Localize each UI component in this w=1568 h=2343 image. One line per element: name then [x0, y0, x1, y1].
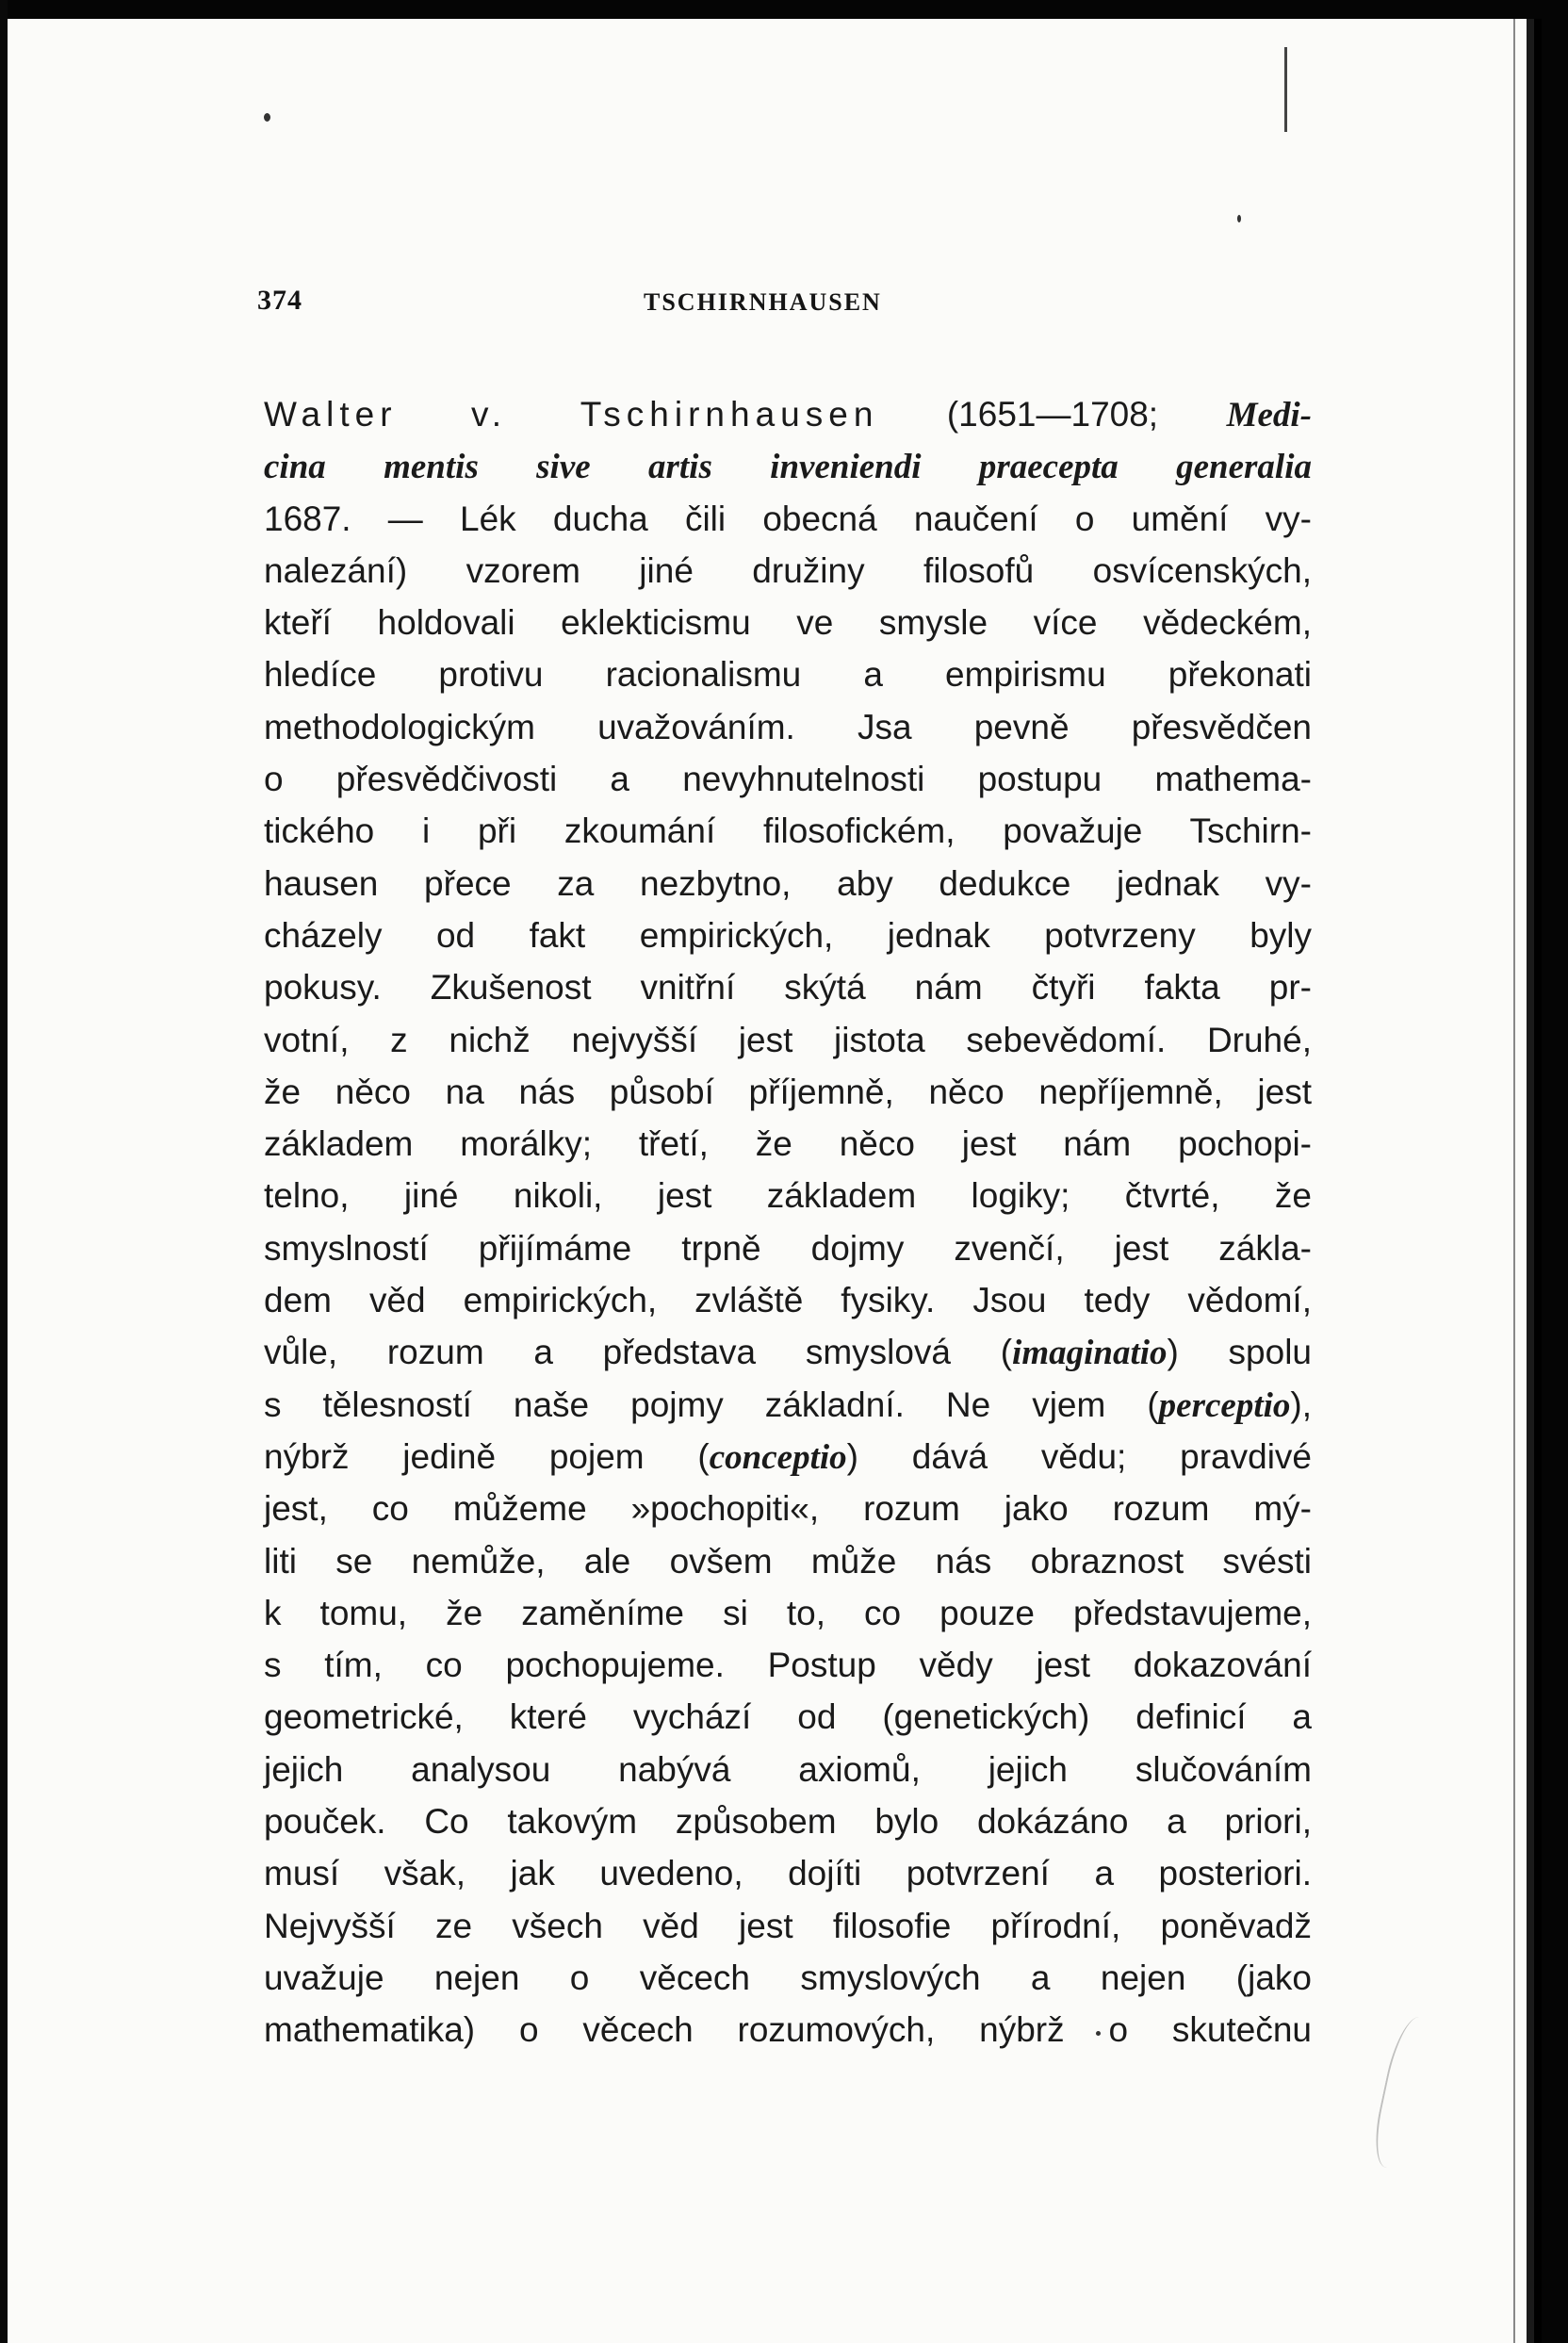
text-line — [264, 1483, 1312, 1534]
text-segment: cházely od fakt empirických, jednak potvrzeny byly — [264, 915, 1312, 955]
scan-border-right — [1542, 0, 1568, 2343]
text-segment: vůle, rozum a představa smyslová ( — [264, 1333, 1013, 1372]
text-line — [264, 1847, 1312, 1899]
text-segment: (1651—1708; — [878, 395, 1227, 434]
page-number: 374 — [257, 285, 302, 316]
page-edge-shadow — [1527, 19, 1534, 2343]
text-segment: smyslností přijímáme trpně dojmy zvenčí, jest zákla- — [264, 1228, 1312, 1268]
text-segment: uvažuje nejen o věcech smyslových a nejen (jako — [264, 1958, 1312, 1997]
text-segment: Walter v. Tschirnhausen — [264, 395, 879, 434]
text-line — [264, 493, 1312, 545]
italic-text: imaginatio — [1012, 1334, 1168, 1373]
text-line — [264, 858, 1312, 909]
text-segment: ) dává vědu; pravdivé — [846, 1436, 1312, 1476]
text-segment: geometrické, které vychází od (genetických) definicí a — [264, 1697, 1312, 1737]
text-line — [264, 1795, 1312, 1847]
text-segment: liti se nemůže, ale ovšem může nás obraznost svésti — [264, 1541, 1312, 1581]
text-segment: mathematika) o věcech rozumových, nýbrž o skutečnu — [264, 2010, 1312, 2050]
text-segment: 1687. — Lék ducha čili obecná naučení o umění vy- — [264, 499, 1312, 538]
text-segment: musí však, jak uvedeno, dojíti potvrzení a posteriori. — [264, 1854, 1312, 1893]
italic-text: cina mentis sive artis inveniendi praecepta generalia — [264, 448, 1312, 487]
text-segment: telno, jiné nikoli, jest základem logiky; čtvrté, že — [264, 1176, 1312, 1216]
text-segment: Nejvyšší ze všech věd jest filosofie přírodní, poněvadž — [264, 1906, 1312, 1945]
book-page — [8, 19, 1534, 2343]
text-segment: jejich analysou nabývá axiomů, jejich slučováním — [264, 1749, 1312, 1789]
text-segment: methodologickým uvažováním. Jsa pevně přesvědčen — [264, 707, 1312, 746]
text-segment: kteří holdovali eklekticismu ve smysle více vědeckém, — [264, 603, 1312, 643]
text-line — [264, 440, 1312, 492]
text-segment: ), — [1290, 1384, 1312, 1424]
text-segment: s tělesností naše pojmy základní. Ne vjem ( — [264, 1384, 1159, 1424]
text-line — [264, 1326, 1312, 1378]
text-line — [264, 648, 1312, 700]
text-line — [264, 1952, 1312, 2004]
text-line — [264, 1274, 1312, 1326]
text-line — [264, 1535, 1312, 1587]
text-segment: pouček. Co takovým způsobem bylo dokázáno a priori, — [264, 1802, 1312, 1842]
text-segment: pokusy. Zkušenost vnitřní skýtá nám čtyři fakta pr- — [264, 968, 1312, 1008]
text-segment: nalezání) vzorem jiné družiny filosofů osvícenských, — [264, 550, 1312, 590]
text-line — [264, 701, 1312, 753]
text-segment: hausen přece za nezbytno, aby dedukce jednak vy- — [264, 863, 1312, 903]
text-segment: dem věd empirických, zvláště fysiky. Jsou tedy vědomí, — [264, 1281, 1312, 1320]
text-segment: tického i při zkoumání filosofickém, považuje Tschirn- — [264, 811, 1312, 851]
page-edge-line — [1513, 19, 1515, 2343]
text-line — [264, 1066, 1312, 1118]
running-head-title: TSCHIRNHAUSEN — [644, 288, 882, 316]
text-line — [264, 545, 1312, 597]
text-line — [264, 753, 1312, 805]
text-line — [264, 909, 1312, 961]
text-line — [264, 805, 1312, 857]
text-line — [264, 1744, 1312, 1795]
fold-mark — [1284, 47, 1287, 132]
text-segment: nýbrž jedině pojem ( — [264, 1436, 710, 1476]
pencil-mark — [1367, 2017, 1448, 2168]
scan-border-top — [0, 0, 1568, 19]
text-line — [264, 2004, 1312, 2056]
text-line — [264, 388, 1312, 440]
text-line — [264, 1170, 1312, 1221]
running-head — [257, 285, 1313, 322]
body-text — [264, 388, 1312, 2056]
text-segment: ) spolu — [1167, 1333, 1313, 1372]
italic-text: conceptio — [709, 1437, 847, 1477]
text-line — [264, 1587, 1312, 1639]
italic-text: perceptio — [1158, 1385, 1291, 1425]
text-line — [264, 1379, 1312, 1431]
scan-border-left — [0, 0, 8, 2343]
dust-speck — [264, 113, 270, 122]
text-line — [264, 961, 1312, 1013]
text-segment: o přesvědčivosti a nevyhnutelnosti postupu mathema- — [264, 760, 1312, 799]
text-segment: k tomu, že zaměníme si to, co pouze představujeme, — [264, 1593, 1312, 1632]
text-line — [264, 1691, 1312, 1743]
text-line — [264, 597, 1312, 648]
text-line — [264, 1118, 1312, 1170]
text-line — [264, 1222, 1312, 1274]
text-segment: že něco na nás působí příjemně, něco nepříjemně, jest — [264, 1072, 1312, 1111]
text-line — [264, 1431, 1312, 1483]
text-line — [264, 1014, 1312, 1066]
text-line — [264, 1639, 1312, 1691]
text-segment: s tím, co pochopujeme. Postup vědy jest dokazování — [264, 1646, 1312, 1685]
dust-speck — [1237, 215, 1241, 222]
text-segment: jest, co můžeme »pochopiti«, rozum jako rozum mý- — [264, 1489, 1312, 1529]
text-segment: hledíce protivu racionalismu a empirismu překonati — [264, 655, 1312, 695]
italic-text: Medi- — [1226, 396, 1312, 434]
text-segment: základem morálky; třetí, že něco jest nám pochopi- — [264, 1124, 1312, 1164]
text-segment: votní, z nichž nejvyšší jest jistota sebevědomí. Druhé, — [264, 1020, 1312, 1059]
text-line — [264, 1900, 1312, 1952]
